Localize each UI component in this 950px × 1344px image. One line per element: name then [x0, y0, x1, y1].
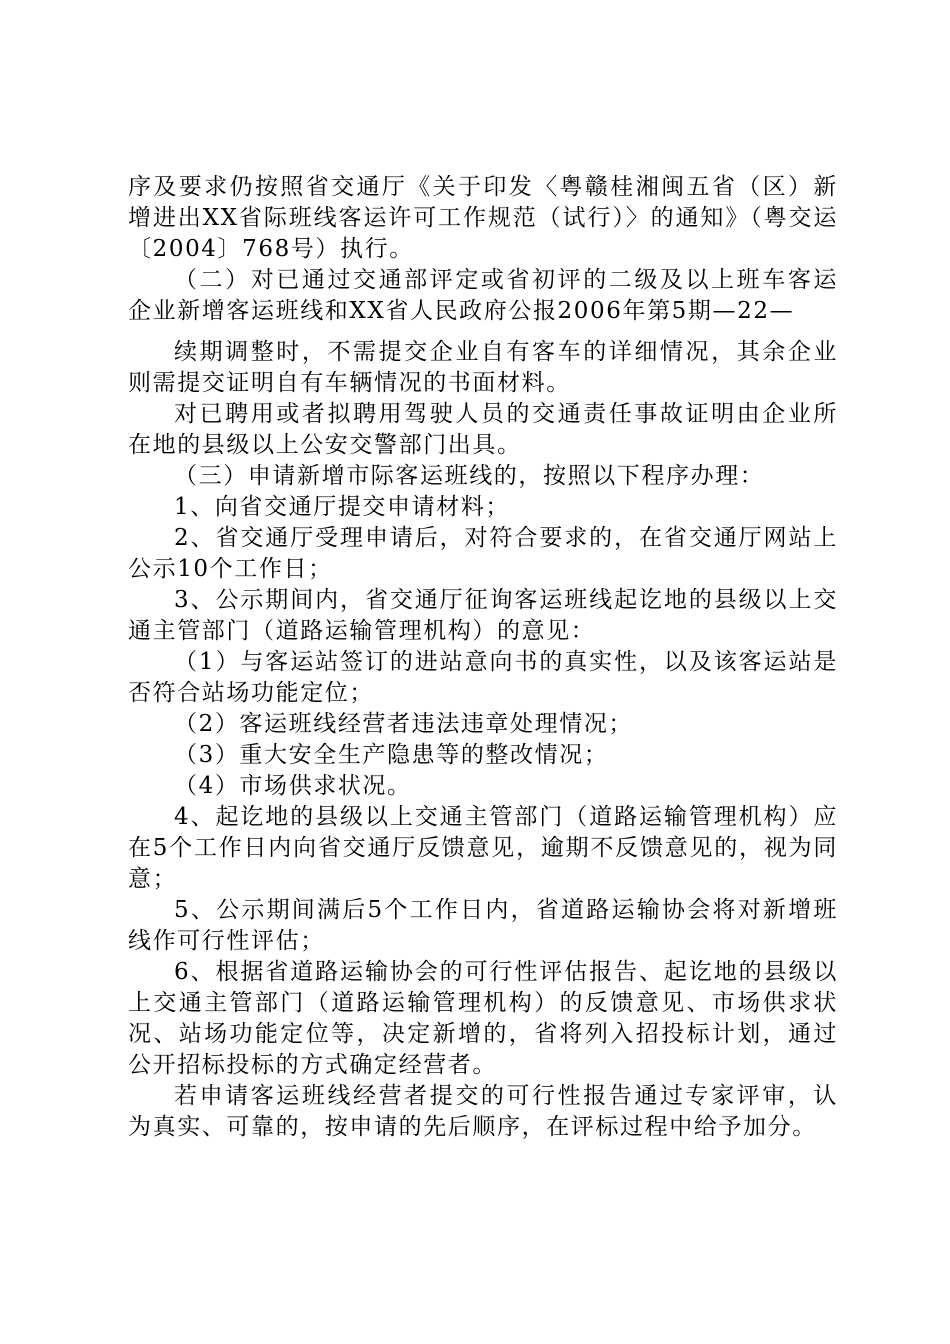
- list-item-substep-3: （3）重大安全生产隐患等的整改情况；: [174, 742, 609, 768]
- list-item-step-6: 6、根据省道路运输协会的可行性评估报告、起讫地的县级以上交通主管部门（道路运输管理机构）的反馈意见、市场供求状况、站场功能定位等，决定新增的，省将列入招投标计划，通过公开招标投标的方式确定经营者。: [128, 959, 838, 1078]
- list-item-step-1: 1、向省交通厅提交申请材料；: [174, 494, 511, 520]
- list-item-step-2: 2、省交通厅受理申请后，对符合要求的，在省交通厅网站上公示10个工作日；: [128, 525, 838, 582]
- paragraph-continued-procedure: 序及要求仍按照省交通厅《关于印发〈粤赣桂湘闽五省（区）新增进出XX省际班线客运许可工作规范（试行）〉的通知》（粤交运〔2004〕768号）执行。: [128, 174, 838, 262]
- list-item-substep-1: （1）与客运站签订的进站意向书的真实性，以及该客运站是否符合站场功能定位；: [128, 649, 838, 706]
- list-item-step-4: 4、起讫地的县级以上交通主管部门（道路运输管理机构）应在5个工作日内向省交通厅反馈意见，逾期不反馈意见的，视为同意；: [128, 804, 838, 892]
- list-item-substep-2: （2）客运班线经营者违法违章处理情况；: [174, 711, 634, 737]
- list-item-step-3: 3、公示期间内，省交通厅征询客运班线起讫地的县级以上交通主管部门（道路运输管理机构）的意见：: [128, 587, 838, 644]
- paragraph-driver-accident-proof: 对已聘用或者拟聘用驾驶人员的交通责任事故证明由企业所在地的县级以上公安交警部门出具。: [128, 401, 838, 458]
- page-break-gap: [128, 327, 838, 337]
- paragraph-renewal-adjustment: 续期调整时，不需提交企业自有客车的详细情况，其余企业则需提交证明自有车辆情况的书面材料。: [128, 339, 838, 396]
- document-body: [128, 172, 838, 1143]
- list-item-substep-4: （4）市场供求状况。: [174, 773, 412, 799]
- paragraph-section-three: （三）申请新增市际客运班线的，按照以下程序办理：: [174, 463, 765, 489]
- paragraph-expert-review: 若申请客运班线经营者提交的可行性报告通过专家评审，认为真实、可靠的，按申请的先后顺序，在评标过程中给予加分。: [128, 1083, 838, 1140]
- list-item-step-5: 5、公示期间满后5个工作日内，省道路运输协会将对新增班线作可行性评估；: [128, 897, 838, 954]
- paragraph-section-two: （二）对已通过交通部评定或省初评的二级及以上班车客运企业新增客运班线和XX省人民政府公报2006年第5期—22—: [128, 267, 838, 324]
